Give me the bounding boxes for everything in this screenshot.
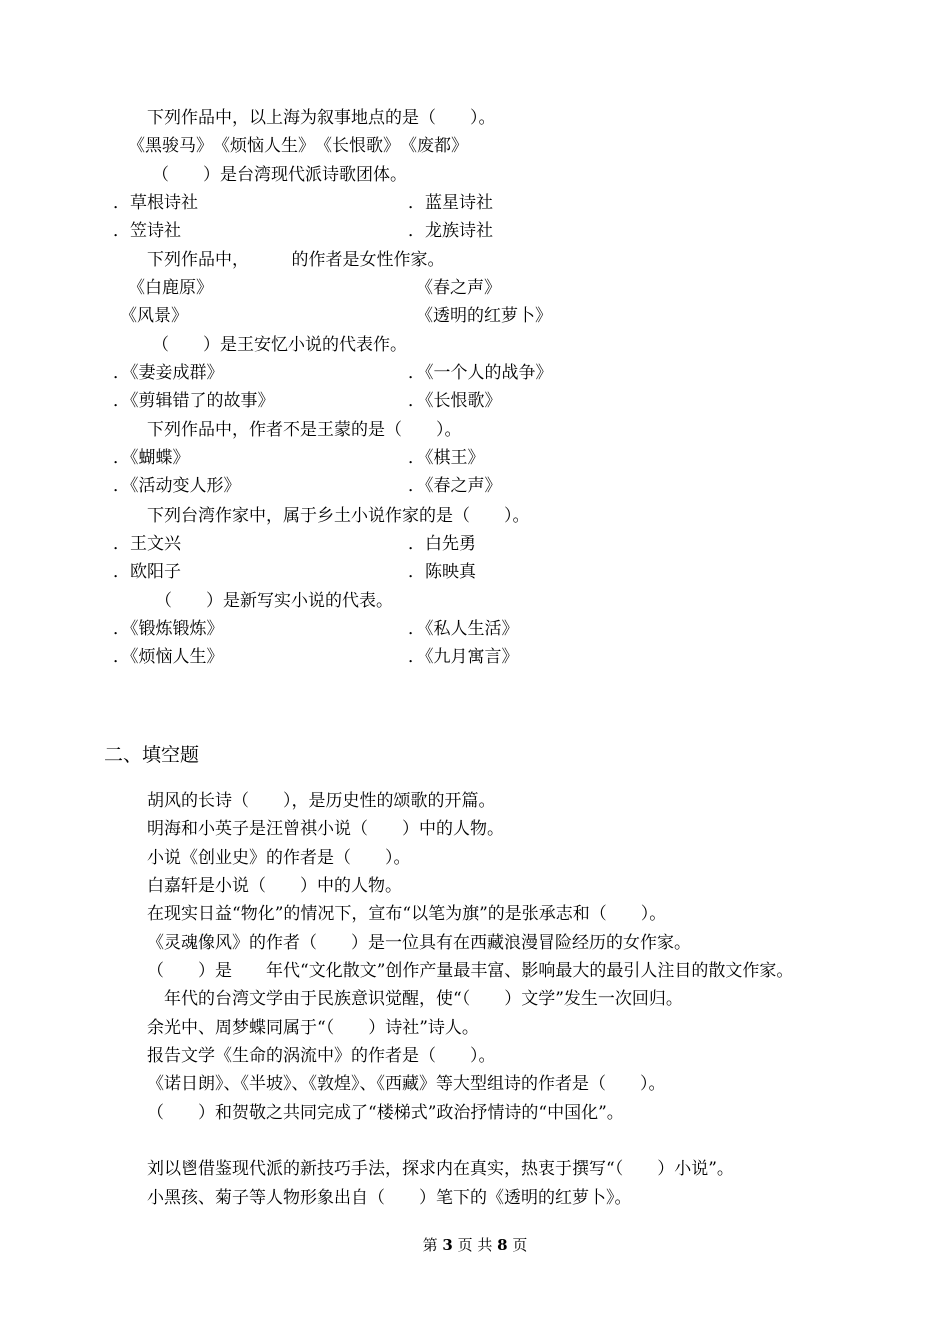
option-b: ．蓝星诗社: [408, 193, 493, 213]
option-c: ．《活动变人形》: [113, 476, 241, 496]
fill-item-3: 小说《创业史》的作者是（ ）。: [147, 848, 411, 868]
option-a: ．《妻妾成群》: [113, 363, 224, 383]
question-4-stem: （ ）是王安忆小说的代表作。: [152, 335, 407, 355]
question-4-row-2: [0, 390, 950, 412]
question-6-row-2: [0, 561, 950, 583]
option-c: ．《剪辑错了的故事》: [113, 391, 275, 411]
question-2-stem: （ ）是台湾现代派诗歌团体。: [152, 165, 407, 185]
fill-item-14: 小黑孩、菊子等人物形象出自（ ）笔下的《透明的红萝卜》。: [147, 1188, 632, 1208]
fill-item-4: 白嘉轩是小说（ ）中的人物。: [147, 876, 402, 896]
footer-mid: 页 共: [457, 1236, 493, 1254]
option-b: ．《棋王》: [408, 448, 485, 468]
option-d: ．《春之声》: [408, 476, 502, 496]
question-7-row-2: [0, 646, 950, 668]
fill-item-11: 《诺日朗》、《半坡》、《敦煌》、《西藏》等大型组诗的作者是（ ）。: [147, 1074, 666, 1094]
question-3-row-1: [0, 277, 950, 299]
fill-item-6: 《灵魂像风》的作者（ ）是一位具有在西藏浪漫冒险经历的女作家。: [147, 933, 691, 953]
fill-item-12: （ ）和贺敬之共同完成了“楼梯式”政治抒情诗的“中国化”。: [147, 1103, 624, 1123]
fill-item-13: 刘以鬯借鉴现代派的新技巧手法，探求内在真实，热衷于撰写“（ ）小说”。: [147, 1159, 734, 1179]
option-c: ．笠诗社: [113, 221, 181, 241]
question-3-stem: 下列作品中， 的作者是女性作家。: [147, 250, 445, 270]
option-d: ．龙族诗社: [408, 221, 493, 241]
option-a: ．王文兴: [113, 534, 181, 554]
question-1-options: 《黑骏马》 《烦恼人生》 《长恨歌》 《废都》: [128, 136, 468, 156]
fill-item-8: 年代的台湾文学由于民族意识觉醒，使“（ ）文学”发生一次回归。: [147, 989, 683, 1009]
option-d: ．《九月寓言》: [408, 647, 519, 667]
footer-suffix: 页: [512, 1236, 528, 1254]
question-1-stem: 下列作品中，以上海为叙事地点的是（ ）。: [147, 108, 496, 128]
footer-prefix: 第: [422, 1236, 438, 1254]
fill-item-10: 报告文学《生命的涡流中》的作者是（ ）。: [147, 1046, 496, 1066]
current-page-number: 3: [442, 1236, 453, 1254]
fill-item-9: 余光中、周梦蝶同属于“（ ）诗社”诗人。: [147, 1018, 479, 1038]
question-5-stem: 下列作品中，作者不是王蒙的是（ ）。: [147, 420, 462, 440]
question-7-stem: （ ）是新写实小说的代表。: [155, 591, 393, 611]
fill-item-2: 明海和小英子是汪曾祺小说（ ）中的人物。: [147, 819, 504, 839]
question-6-row-1: [0, 533, 950, 555]
question-4-row-1: [0, 362, 950, 384]
option-a: 《白鹿原》: [128, 278, 213, 298]
option-b: ．《私人生活》: [408, 619, 519, 639]
question-6-stem: 下列台湾作家中，属于乡土小说作家的是（ ）。: [147, 506, 530, 526]
option-b: ．白先勇: [408, 534, 476, 554]
total-page-count: 8: [497, 1236, 508, 1254]
option-c: ．欧阳子: [113, 562, 181, 582]
section-heading: 二、填空题: [104, 744, 200, 766]
page-footer: [0, 1235, 950, 1255]
option-c: ．《烦恼人生》: [113, 647, 224, 667]
fill-item-5: 在现实日益“物化”的情况下，宣布“以笔为旗”的是张承志和（ ）。: [147, 904, 667, 924]
question-7-row-1: [0, 618, 950, 640]
option-a: ．《锻炼锻炼》: [113, 619, 224, 639]
question-5-row-2: [0, 475, 950, 497]
question-2-row-2: [0, 220, 950, 242]
option-b: ．《一个人的战争》: [408, 363, 553, 383]
option-c: 《风景》: [120, 306, 188, 326]
fill-item-1: 胡风的长诗（ ），是历史性的颂歌的开篇。: [147, 791, 496, 811]
option-a: ．《蝴蝶》: [113, 448, 190, 468]
option-d: 《透明的红萝卜》: [416, 306, 552, 326]
option-a: ．草根诗社: [113, 193, 198, 213]
fill-item-7: （ ）是 年代“文化散文”创作产量最丰富、影响最大的最引人注目的散文作家。: [147, 961, 794, 981]
option-d: ．陈映真: [408, 562, 476, 582]
question-2-row-1: [0, 192, 950, 214]
question-5-row-1: [0, 447, 950, 469]
option-d: ．《长恨歌》: [408, 391, 502, 411]
question-3-row-2: [0, 305, 950, 327]
option-b: 《春之声》: [416, 278, 501, 298]
